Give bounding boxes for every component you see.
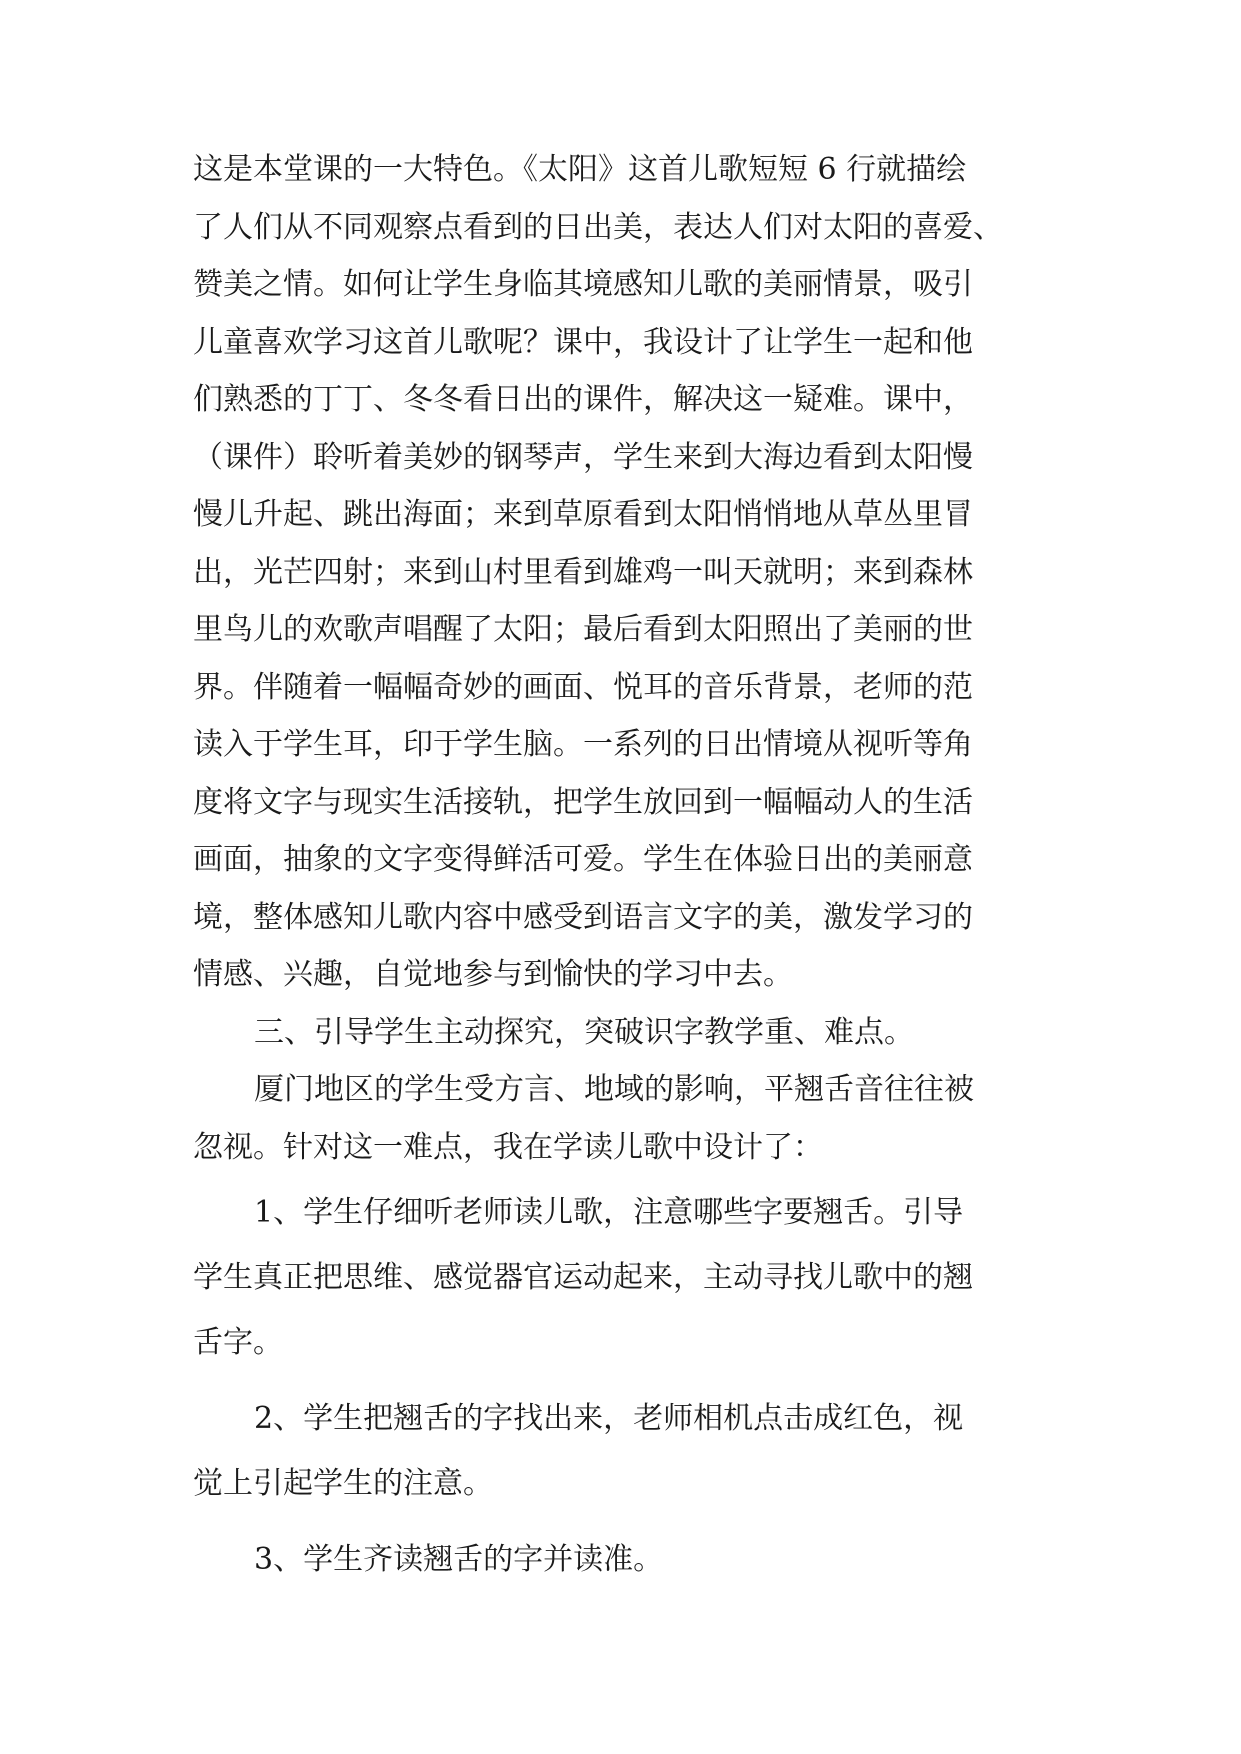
paragraph-line: 画面，抽象的文字变得鲜活可爱。学生在体验日出的美丽意	[193, 842, 973, 877]
paragraph-line: 读入于学生耳，印于学生脑。一系列的日出情境从视听等角	[193, 727, 973, 762]
paragraph-line: 里鸟儿的欢歌声唱醒了太阳；最后看到太阳照出了美丽的世	[193, 612, 973, 647]
paragraph-line: 学生真正把思维、感觉器官运动起来，主动寻找儿歌中的翘	[193, 1260, 973, 1295]
paragraph-line: 了人们从不同观察点看到的日出美，表达人们对太阳的喜爱、	[193, 210, 1003, 245]
paragraph-line: 出，光芒四射；来到山村里看到雄鸡一叫天就明；来到森林	[193, 555, 973, 590]
paragraph-line: （课件）聆听着美妙的钢琴声，学生来到大海边看到太阳慢	[193, 440, 973, 475]
paragraph-line: 厦门地区的学生受方言、地域的影响，平翘舌音往往被	[254, 1072, 974, 1107]
paragraph-line: 情感、兴趣，自觉地参与到愉快的学习中去。	[193, 957, 793, 992]
list-item: 1、学生仔细听老师读儿歌，注意哪些字要翘舌。引导	[254, 1195, 964, 1230]
paragraph-line: 忽视。针对这一难点，我在学读儿歌中设计了：	[193, 1130, 823, 1165]
paragraph-line: 境，整体感知儿歌内容中感受到语言文字的美，激发学习的	[193, 900, 973, 935]
paragraph-line: 赞美之情。如何让学生身临其境感知儿歌的美丽情景，吸引	[193, 267, 973, 302]
paragraph-line: 舌字。	[193, 1325, 283, 1360]
section-heading: 三、引导学生主动探究，突破识字教学重、难点。	[254, 1015, 914, 1050]
list-item: 3、学生齐读翘舌的字并读准。	[254, 1542, 664, 1577]
paragraph-line: 觉上引起学生的注意。	[193, 1466, 493, 1501]
paragraph-line: 度将文字与现实生活接轨，把学生放回到一幅幅动人的生活	[193, 785, 973, 820]
paragraph-line: 这是本堂课的一大特色。《太阳》这首儿歌短短 6 行就描绘	[193, 152, 967, 187]
list-item: 2、学生把翘舌的字找出来，老师相机点击成红色，视	[254, 1401, 964, 1436]
paragraph-line: 界。伴随着一幅幅奇妙的画面、悦耳的音乐背景，老师的范	[193, 670, 973, 705]
paragraph-line: 慢儿升起、跳出海面；来到草原看到太阳悄悄地从草丛里冒	[193, 497, 973, 532]
paragraph-line: 们熟悉的丁丁、冬冬看日出的课件，解决这一疑难。课中，	[193, 382, 973, 417]
paragraph-line: 儿童喜欢学习这首儿歌呢？课中，我设计了让学生一起和他	[193, 325, 973, 360]
